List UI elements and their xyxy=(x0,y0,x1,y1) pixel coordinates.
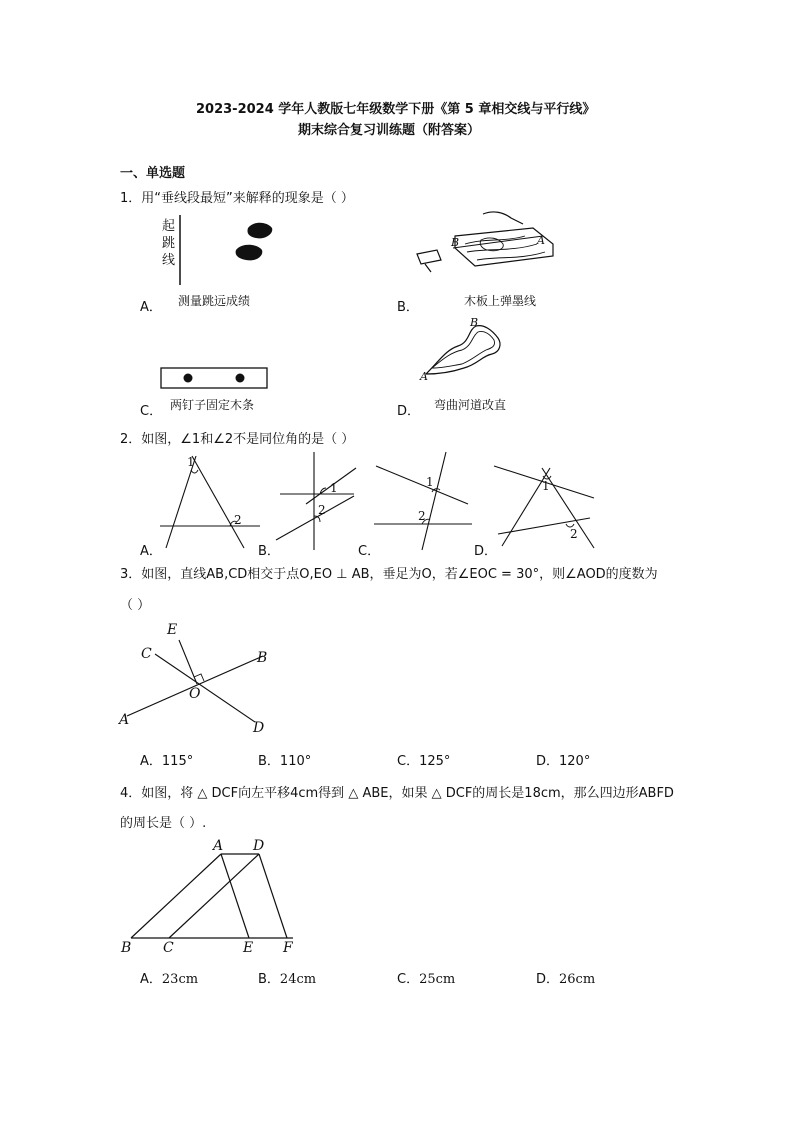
q3-option-c[interactable] xyxy=(397,750,450,769)
q2b-line-lower-slant xyxy=(276,496,354,540)
doc-title-line1: 2023-2024 学年人教版七年级数学下册《第 5 章相交线与平行线》 xyxy=(196,102,596,117)
q3-option-a-letter: A． xyxy=(140,754,162,769)
q1-option-b-letter[interactable]: B． xyxy=(397,300,419,315)
q2-option-c[interactable]: C． xyxy=(358,544,381,559)
q4-option-a-value: 23cm xyxy=(161,972,199,987)
q4-label-B: B xyxy=(121,940,132,956)
q2-figure-d xyxy=(494,452,599,552)
q1-option-a-letter[interactable]: A． xyxy=(140,300,162,315)
q2c-line-slant xyxy=(376,466,468,504)
q3-option-a[interactable] xyxy=(140,750,193,769)
q1-option-a-caption: 测量跳远成绩 xyxy=(178,294,251,308)
q4-option-c[interactable] xyxy=(397,968,455,987)
q4-option-d-letter: D． xyxy=(536,972,560,987)
doc-title-line2: 期末综合复习训练题（附答案） xyxy=(298,123,481,138)
q1-option-d-letter[interactable]: D． xyxy=(397,404,421,419)
footprint-lower xyxy=(236,245,263,261)
q2c-label-1: 1 xyxy=(426,475,434,489)
q3-option-b-value: 110° xyxy=(279,754,312,769)
q3-option-b-letter: B． xyxy=(258,754,280,769)
q3-label-E: E xyxy=(167,622,178,638)
q3-option-b[interactable] xyxy=(258,750,311,769)
q1-option-b-caption: 木板上弹墨线 xyxy=(464,294,537,308)
q3-label-O: O xyxy=(189,686,201,702)
q3-line-EO xyxy=(179,640,197,684)
q1-b-label-A: A xyxy=(537,234,545,247)
q2-option-b[interactable]: B． xyxy=(258,544,280,559)
q2-stem: 2．如图，∠1和∠2不是同位角的是（ ） xyxy=(120,432,355,447)
q3-stem-cont: （ ） xyxy=(120,598,151,613)
q1-d-label-B: B xyxy=(470,316,479,329)
q1-option-d-caption: 弯曲河道改直 xyxy=(434,398,507,412)
q2d-label-1: 1 xyxy=(542,479,550,493)
q4-option-c-letter: C． xyxy=(397,972,420,987)
q4-label-E: E xyxy=(243,940,254,956)
q1-figure-c xyxy=(160,367,270,391)
q1-a-char-2: 跳 xyxy=(162,236,176,251)
q4-figure xyxy=(115,836,305,958)
q4-option-a-letter: A． xyxy=(140,972,162,987)
q4-line-AB xyxy=(131,854,221,938)
q3-label-A: A xyxy=(119,712,130,728)
q2a-line-left xyxy=(166,456,196,548)
q2c-line-transversal xyxy=(422,452,446,550)
q1-option-c-caption: 两钉子固定木条 xyxy=(170,398,255,412)
q4-option-b[interactable] xyxy=(258,968,316,987)
q1-b-label-B: B xyxy=(451,236,460,249)
q4-stem: 4．如图，将 △ DCF向左平移4cm得到 △ ABE，如果 △ DCF的周长是18cm，那么四边形ABFD xyxy=(120,786,674,801)
q4-label-C: C xyxy=(163,940,174,956)
q2a-label-1: 1 xyxy=(187,455,195,469)
ink-box xyxy=(417,250,441,272)
q1-figure-a xyxy=(170,210,280,290)
q1-option-c-letter[interactable]: C． xyxy=(140,404,163,419)
q3-option-a-value: 115° xyxy=(161,754,194,769)
q3-option-c-value: 125° xyxy=(419,754,451,769)
q4-option-d[interactable] xyxy=(536,968,595,987)
q3-label-B: B xyxy=(257,650,268,666)
nail-left xyxy=(184,374,193,383)
q3-option-d-value: 120° xyxy=(559,754,591,769)
section-heading: 一、单选题 xyxy=(120,166,186,181)
q4-option-d-value: 26cm xyxy=(559,972,596,987)
q1-stem: 1．用“垂线段最短”来解释的现象是（ ） xyxy=(120,191,354,206)
q3-line-CD xyxy=(155,654,255,722)
q4-option-b-letter: B． xyxy=(258,972,280,987)
q2-option-d[interactable]: D． xyxy=(474,544,498,559)
q2-figure-c xyxy=(374,452,474,552)
q3-option-d[interactable] xyxy=(536,750,590,769)
q3-option-c-letter: C． xyxy=(397,754,420,769)
q1-figure-b xyxy=(415,208,565,278)
q2d-label-2: 2 xyxy=(570,527,578,541)
q4-option-b-value: 24cm xyxy=(279,972,317,987)
q3-label-D: D xyxy=(253,720,265,736)
q1-a-char-1: 起 xyxy=(162,219,176,234)
q3-figure xyxy=(115,618,275,738)
q4-label-A: A xyxy=(213,838,224,854)
q3-label-C: C xyxy=(141,646,152,662)
q2c-label-2: 2 xyxy=(418,509,426,523)
q4-option-a[interactable] xyxy=(140,968,198,987)
footprint-upper xyxy=(247,223,272,239)
q2a-arc-1 xyxy=(191,470,198,473)
river-bank-inner xyxy=(432,331,495,368)
q2-option-a[interactable]: A． xyxy=(140,544,162,559)
q2d-line-right xyxy=(542,468,594,548)
q4-line-DC xyxy=(169,854,259,938)
q2a-line-right xyxy=(192,456,244,548)
q1-a-char-3: 线 xyxy=(162,253,176,268)
q4-option-c-value: 25cm xyxy=(419,972,456,987)
q2-figure-b xyxy=(276,452,361,552)
q3-stem: 3．如图，直线AB,CD相交于点O,EO ⊥ AB，垂足为O，若∠EOC = 30°，则∠AOD的度数为 xyxy=(120,567,658,582)
q1-d-label-A: A xyxy=(420,370,428,383)
q4-stem-cont: 的周长是（ ）. xyxy=(120,816,207,831)
nail-right xyxy=(236,374,245,383)
q4-label-D: D xyxy=(253,838,265,854)
q1-figure-d xyxy=(416,316,516,388)
wooden-strip xyxy=(161,368,267,388)
q3-option-d-letter: D． xyxy=(536,754,560,769)
q2b-label-2: 2 xyxy=(318,503,326,517)
q4-line-DF xyxy=(259,854,287,938)
q2a-label-2: 2 xyxy=(234,513,242,527)
hand xyxy=(483,212,523,224)
q2b-label-1: 1 xyxy=(330,481,338,495)
q4-label-F: F xyxy=(283,940,293,956)
q2-figure-a xyxy=(160,452,265,552)
